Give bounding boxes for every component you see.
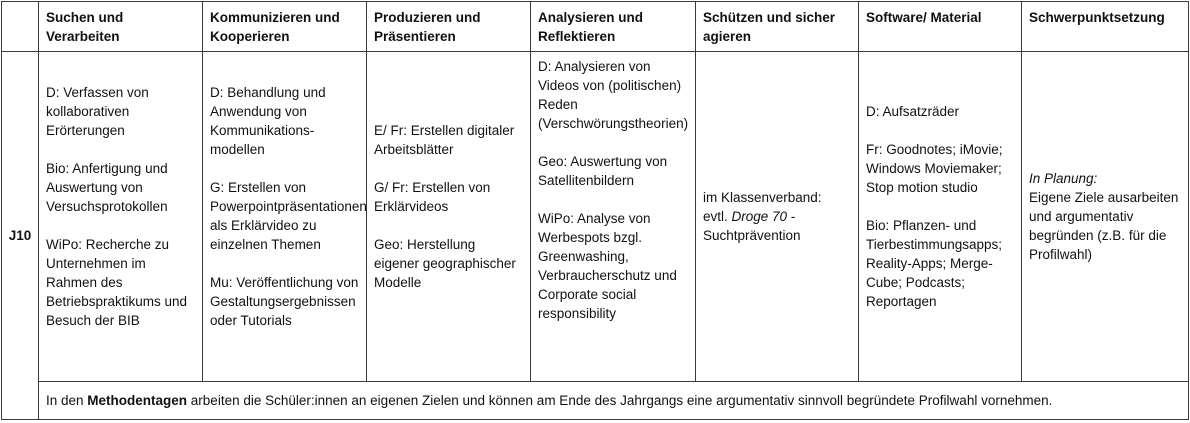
cell-produzieren-praesentieren <box>367 52 531 382</box>
cell-schuetzen-agieren <box>696 52 859 382</box>
cell-entry: Mu: Veröffentlichung von Gestaltungsergebnissen oder Tutorials <box>210 275 359 328</box>
grade-label: J10 <box>2 52 39 420</box>
header-produzieren-praesentieren: Produzieren und Präsentieren <box>367 2 531 52</box>
cell-entry: D: Analysieren von Videos von (politischen) Reden (Verschwörungstheorien) <box>538 59 689 131</box>
cell-kommunizieren-kooperieren <box>203 52 367 382</box>
header-suchen-verarbeiten: Suchen und Verarbeiten <box>39 2 203 52</box>
header-analysieren-reflektieren: Analysieren und Reflektieren <box>531 2 696 52</box>
cell-entry: Geo: Herstellung eigener geographischer Modelle <box>374 237 516 290</box>
cell-entry: WiPo: Analyse von Werbespots bzgl. Greenwashing, Verbraucherschutz und Corporate social responsibility <box>538 211 677 321</box>
cell-entry: G/ Fr: Erstellen von Erklärvideos <box>374 180 491 214</box>
footer-after: arbeiten die Schüler:innen an eigenen Zielen und können am Ende des Jahrgangs eine argumentativ sinnvoll begründete Profilwahl vornehmen. <box>187 393 1053 408</box>
cell-entry: WiPo: Recherche zu Unternehmen im Rahmen des Betriebspraktikums und Besuch der BIB <box>46 237 188 328</box>
cell-entry: Bio: Pflanzen- und Tierbestimmungsapps; Reality-Apps; Merge-Cube; Podcasts; Reportagen <box>866 218 1003 309</box>
footer-row <box>2 382 1189 420</box>
header-blank-cell <box>2 2 39 52</box>
footer-cell <box>39 382 1189 420</box>
cell-entry: D: Verfassen von kollaborativen Erörterungen <box>46 85 149 138</box>
header-software-material: Software/ Material <box>859 2 1022 52</box>
cell-prefix: evtl. <box>703 209 732 224</box>
cell-analysieren-reflektieren <box>531 52 696 382</box>
cell-entry: D: Aufsatzräder <box>866 104 960 119</box>
footer-bold: Methodentagen <box>87 393 188 408</box>
cell-entry: Geo: Auswertung von Satellitenbildern <box>538 154 668 188</box>
cell-entry: G: Erstellen von Powerpointpräsentationen als Erklärvideo zu einzelnen Themen <box>210 180 367 252</box>
grade-row-j10 <box>2 52 1189 382</box>
header-row <box>2 2 1189 52</box>
cell-schwerpunktsetzung <box>1022 52 1189 382</box>
cell-line: im Klassenverband: <box>703 190 822 205</box>
cell-italic: Droge 70 <box>731 209 788 224</box>
cell-entry: E/ Fr: Erstellen digitaler Arbeitsblätter <box>374 123 515 157</box>
header-schuetzen-agieren: Schützen und sicher agieren <box>696 2 859 52</box>
cell-text: Eigene Ziele ausarbeiten und argumentativ begründen (z.B. für die Profilwahl) <box>1029 190 1179 262</box>
cell-entry: Fr: Goodnotes; iMovie; Windows Moviemaker; Stop motion studio <box>866 142 1003 195</box>
cell-italic: In Planung: <box>1029 171 1098 186</box>
cell-suchen-verarbeiten <box>39 52 203 382</box>
cell-suffix: - Suchtprävention <box>703 209 801 243</box>
footer-before: In den <box>46 393 88 408</box>
header-schwerpunktsetzung: Schwerpunktsetzung <box>1022 2 1189 52</box>
cell-software-material <box>859 52 1022 382</box>
curriculum-table <box>1 1 1189 420</box>
cell-entry: Bio: Anfertigung und Auswertung von Versuchsprotokollen <box>46 161 168 214</box>
cell-entry: D: Behandlung und Anwendung von Kommunikations-modellen <box>210 85 326 157</box>
header-kommunizieren-kooperieren: Kommunizieren und Kooperieren <box>203 2 367 52</box>
